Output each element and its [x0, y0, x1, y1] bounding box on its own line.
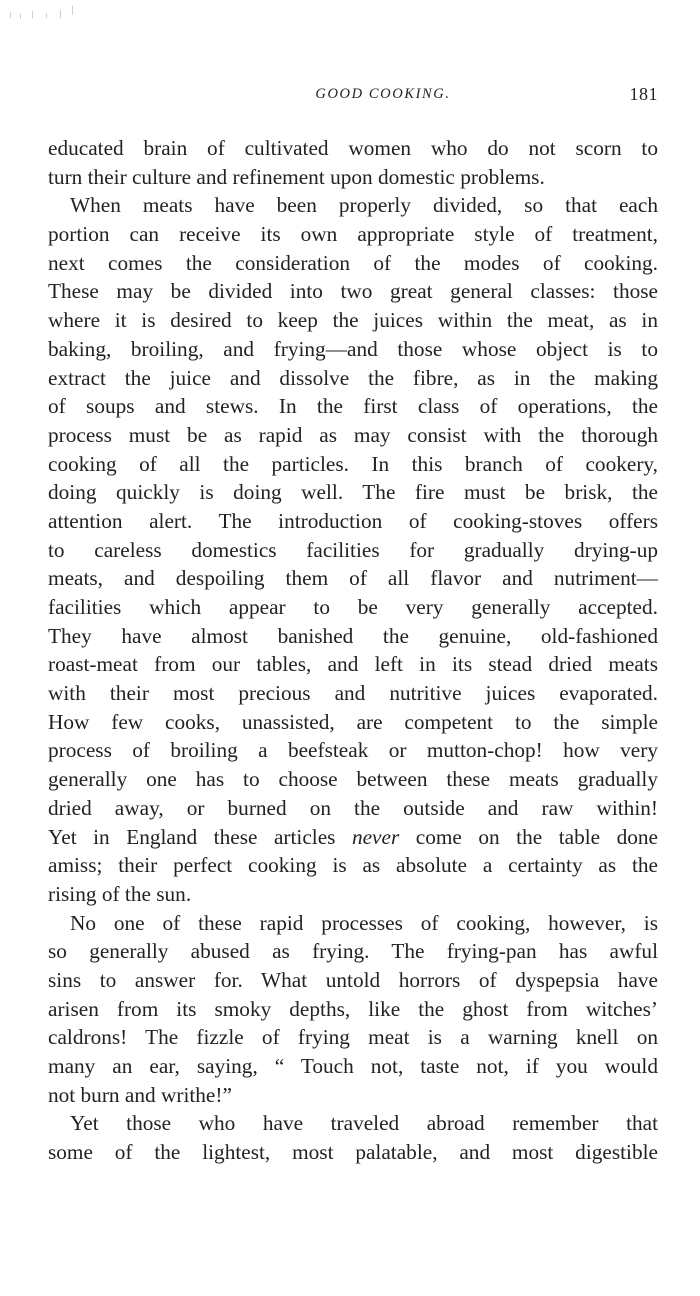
text-line: caldrons! The fizzle of frying meat is a warning knell on [48, 1025, 658, 1050]
text-line: When meats have been properly divided, so that each [70, 193, 658, 218]
text-line: educated brain of cultivated women who do not scorn to [48, 136, 658, 160]
text-line: process must be as rapid as may consist with the thorough [48, 422, 658, 447]
text-line: roast-meat from our tables, and left in its stead dried meats [48, 652, 658, 677]
text-line: where it is desired to keep the juices within the meat, as in [48, 308, 658, 333]
text-line: some of the lightest, most palatable, and most digestible [48, 1140, 658, 1165]
text-line: These may be divided into two great general classes: those [48, 279, 658, 304]
text-line: generally one has to choose between these meats gradually [48, 767, 658, 792]
text-line [48, 823, 658, 852]
text-line: How few cooks, unassisted, are competent to the simple [48, 709, 658, 734]
text-line: not burn and writhe!” [48, 1082, 232, 1107]
text-line: doing quickly is doing well. The fire must be brisk, the [48, 480, 658, 505]
text-line: portion can receive its own appropriate style of treatment, [48, 222, 658, 247]
text-segment: come on the table done [399, 824, 658, 849]
text-line: next comes the consideration of the modes of cooking. [48, 250, 658, 275]
text-segment: Yet in England these articles [48, 824, 352, 849]
text-line: facilities which appear to be very generally accepted. [48, 595, 658, 619]
body-text [48, 134, 658, 1167]
text-line: rising of the sun. [48, 881, 192, 906]
text-line: cooking of all the particles. In this branch of cookery, [48, 451, 658, 476]
text-line: extract the juice and dissolve the fibre, as in the making [48, 365, 658, 390]
text-line: meats, and despoiling them of all flavor and nutriment— [48, 566, 658, 591]
text-line: dried away, or burned on the outside and raw within! [48, 795, 658, 820]
text-line: They have almost banished the genuine, old-fashioned [48, 623, 658, 648]
text-line: of soups and stews. In the first class of operations, the [48, 394, 658, 419]
text-line: so generally abused as frying. The frying-pan has awful [48, 939, 658, 964]
text-line: sins to answer for. What untold horrors of dyspepsia have [48, 967, 658, 992]
text-line: turn their culture and refinement upon domestic problems. [48, 164, 545, 189]
text-line: attention alert. The introduction of cooking-stoves offers [48, 508, 658, 533]
text-line: No one of these rapid processes of cooking, however, is [70, 910, 658, 935]
running-title: GOOD COOKING. [315, 86, 451, 102]
text-line: arisen from its smoky depths, like the ghost from witches’ [48, 996, 658, 1021]
page-edge-specks [2, 2, 92, 26]
text-line: baking, broiling, and frying—and those whose object is to [48, 336, 658, 361]
text-line: with their most precious and nutritive juices evaporated. [48, 681, 658, 706]
text-line: process of broiling a beefsteak or mutton-chop! how very [48, 738, 658, 763]
text-line: Yet those who have traveled abroad remember that [70, 1111, 658, 1136]
text-line: many an ear, saying, “ Touch not, taste not, if you would [48, 1054, 658, 1078]
emphasized-word: never [351, 824, 400, 849]
text-line: amiss; their perfect cooking is as absolute a certainty as the [48, 853, 658, 878]
page-number: 181 [629, 84, 658, 104]
running-head [48, 86, 658, 112]
text-line: to careless domestics facilities for gradually drying-up [48, 537, 658, 562]
